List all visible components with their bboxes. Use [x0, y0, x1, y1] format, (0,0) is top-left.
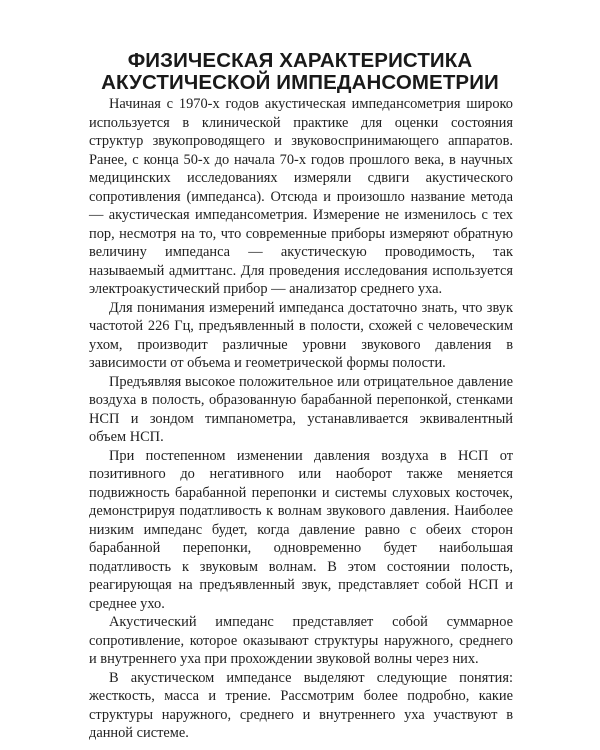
body-text	[89, 95, 513, 743]
paragraph-3: Предъявляя высокое положительное или отрицательное давление воздуха в полость, образованную барабанной перепонкой, стенками НСП и зондом тимпанометра, устанавливается эквивалентный объем НСП.	[89, 373, 513, 445]
paragraph-1: Начиная с 1970-х годов акустическая импедансометрия широко используется в клинической практике для оценки состояния структур звукопроводящего и звуковоспринимающего аппаратов. Ранее, с конца 50-х до начала 70-х годов прошлого века, в научных медицинских исследованиях измеряли сдвиги акустического сопротивления (импеданса). Отсюда и произошло название метода — акустическая импедансометрия. Измерение не изменилось с тех пор, несмотря на то, что современные приборы измеряют обратную величину импеданса — акустическую проводимость, так называемый адмиттанс. Для проведения исследования используется электроакустический прибор — анализатор среднего уха.	[89, 96, 513, 297]
page-title-line-2: АКУСТИЧЕСКОЙ ИМПЕДАНСОМЕТРИИ	[101, 71, 499, 94]
paragraph-4: При постепенном изменении давления воздуха в НСП от позитивного до негативного или наоборот также меняется подвижность барабанной перепонки и системы слуховых косточек, демонстрируя податливость к волнам звукового давления. Наиболее низким импеданс будет, когда давление равно с обеих сторон барабанной перепонки, одновременно будет наибольшая податливость к звуковым волнам. В этом состоянии полость, реагирующая на предъявленный звук, представляет собой НСП и среднее ухо.	[89, 447, 513, 612]
page-title	[60, 50, 540, 94]
paragraph-6: В акустическом импедансе выделяют следующие понятия: жесткость, масса и трение. Рассмотрим более подробно, какие структуры наружного, среднего и внутреннего уха участвуют в данной системе.	[89, 669, 513, 741]
page-title-line-1: ФИЗИЧЕСКАЯ ХАРАКТЕРИСТИКА	[127, 49, 473, 72]
paragraph-5: Акустический импеданс представляет собой суммарное сопротивление, которое оказывают структуры наружного, среднего и внутреннего уха при прохождении звуковой волны через них.	[89, 614, 513, 667]
paragraph-2: Для понимания измерений импеданса достаточно знать, что звук частотой 226 Гц, предъявленный в полости, схожей с человеческим ухом, производит различные уровни звукового давления в зависимости от объема и геометрической формы полости.	[89, 299, 513, 371]
